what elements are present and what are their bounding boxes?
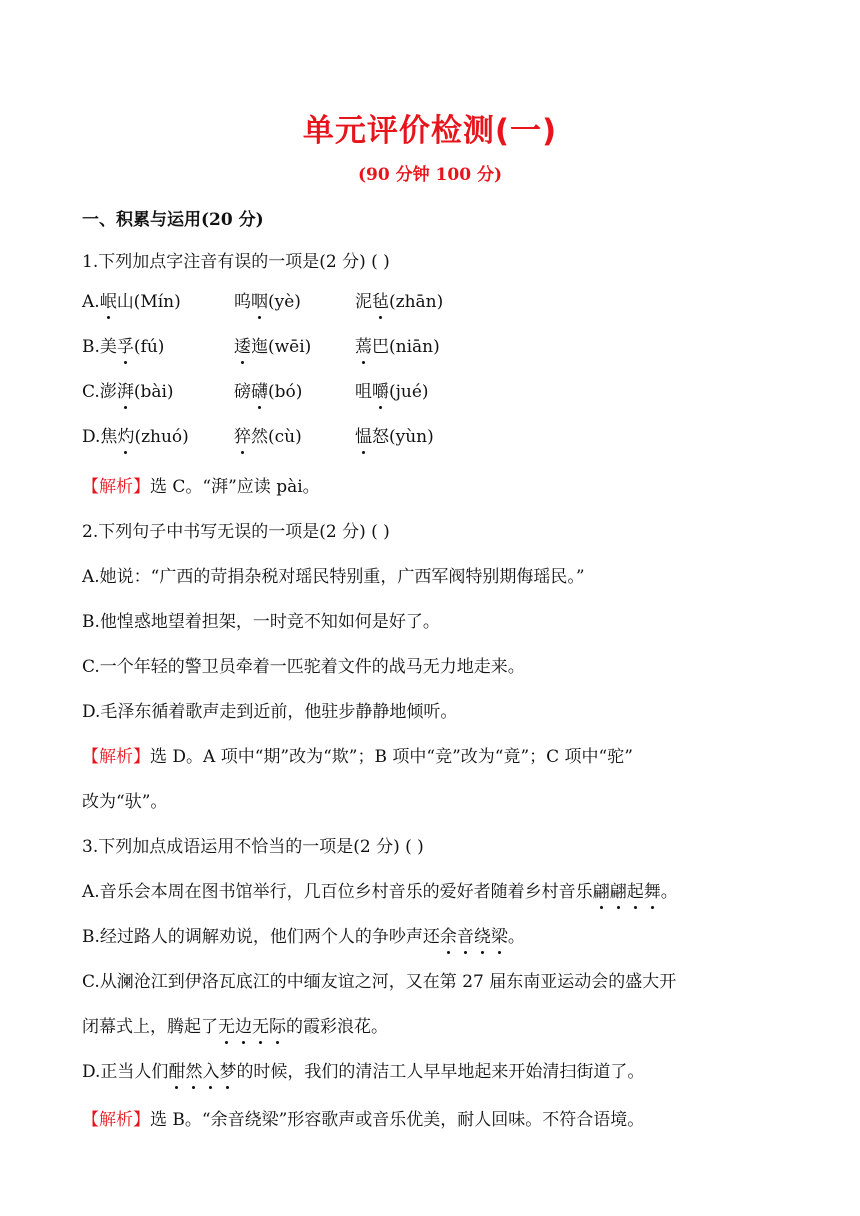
q1-stem: 1.下列加点字注音有误的一项是(2 分) ( ) [82, 252, 390, 272]
q3-option-c: C.从澜沧江到伊洛瓦底江的中缅友谊之河，又在第 27 届东南亚运动会的盛大开 [82, 972, 677, 992]
q2-option-d: D.毛泽东循着歌声走到近前，他驻步静静地倾听。 [82, 702, 458, 722]
q1-d3: 愠怒(yùn) [355, 427, 434, 447]
q1-b2: 逶迤(wēi) [234, 337, 312, 357]
q1-d2: 猝然(cù) [234, 427, 302, 447]
q1-b1: B.美孚(fú) [82, 337, 165, 357]
q1-a2: 呜咽(yè) [234, 292, 301, 312]
q1-a3: 泥毡(zhān) [355, 292, 444, 312]
q3-analysis: 【解析】选 B。“余音绕梁”形容歌声或音乐优美，耐人回味。不符合语境。 [82, 1110, 645, 1130]
q2-analysis: 【解析】选 D。A 项中“期”改为“欺”；B 项中“竞”改为“竟”；C 项中“驼” [82, 747, 633, 767]
q1-b3: 蔫巴(niān) [355, 337, 440, 357]
q2-stem: 2.下列句子中书写无误的一项是(2 分) ( ) [82, 522, 390, 542]
q2-option-b: B.他惶惑地望着担架，一时竞不知如何是好了。 [82, 612, 440, 632]
analysis-tag: 【解析】 [82, 747, 150, 767]
q1-a1: A.岷山(Mín) [82, 292, 181, 312]
section-heading: 一、积累与运用(20 分) [82, 210, 264, 230]
q3-option-b: B.经过路人的调解劝说，他们两个人的争吵声还余音绕梁。 [82, 927, 525, 947]
analysis-tag: 【解析】 [82, 1110, 150, 1130]
q1-analysis: 【解析】选 C。“湃”应读 pài。 [82, 477, 320, 497]
q1-c1: C.澎湃(bài) [82, 382, 174, 402]
q3-option-d: D.正当人们酣然入梦的时候，我们的清洁工人早早地起来开始清扫街道了。 [82, 1062, 645, 1082]
q2-option-a: A.她说：“广西的苛捐杂税对瑶民特别重，广西军阀特别期侮瑶民。” [82, 567, 585, 587]
analysis-tag: 【解析】 [82, 477, 150, 497]
q3-option-a: A.音乐会本周在图书馆举行，几百位乡村音乐的爱好者随着乡村音乐翩翩起舞。 [82, 882, 678, 902]
page-title: 单元评价检测(一) [302, 113, 558, 149]
q2-analysis-cont: 改为“驮”。 [82, 792, 168, 812]
q1-c2: 磅礴(bó) [234, 382, 303, 402]
q2-option-c: C.一个年轻的警卫员牵着一匹驼着文件的战马无力地走来。 [82, 657, 525, 677]
q3-stem: 3.下列加点成语运用不恰当的一项是(2 分) ( ) [82, 837, 424, 857]
q1-d1: D.焦灼(zhuó) [82, 427, 189, 447]
q1-c3: 咀嚼(jué) [355, 382, 429, 402]
q3-option-c-cont: 闭幕式上，腾起了无边无际的霞彩浪花。 [82, 1017, 388, 1037]
page-subtitle: (90 分钟 100 分) [358, 165, 502, 185]
